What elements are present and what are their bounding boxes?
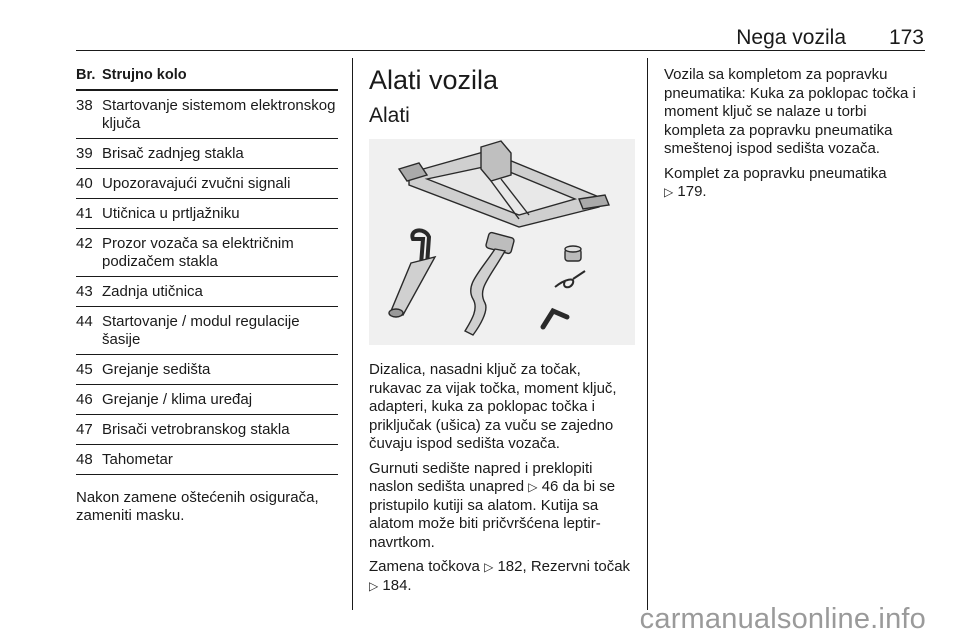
adapter-image [565,246,581,261]
arrow-ref-icon: ▷ [528,480,538,494]
row-text: Startovanje / modul regulacije šasije [102,313,300,348]
tools-illustration [369,139,635,345]
row-divider [76,384,338,385]
table-row [76,421,338,439]
row-text: Grejanje / klima uređaj [102,391,253,408]
page-ref-link[interactable]: 179. [677,183,707,200]
page-ref-link[interactable]: 184. [382,576,412,594]
repair-kit-reference [664,165,926,202]
tools-description: Dizalica, nasadni ključ za točak, rukavac za vijak točka, moment ključ, adapteri, kuka za poklopac točka i priključak (ušica) za vuču se zajedno čuvaju ispod sedišta vozača. [369,361,617,452]
arrow-ref-icon: ▷ [484,560,494,574]
row-text: Startovanje sistemom elektronskog ključa [102,97,336,132]
row-divider [76,228,338,229]
row-number: 42 [76,235,93,252]
table-row [76,313,338,349]
row-number: 41 [76,205,93,222]
table-row [76,451,338,469]
seat-instructions-text-a: Gurnuti sedište napred i preklopiti naslon sedišta unapred [369,459,593,495]
table-row [76,175,338,193]
repair-kit-description: Vozila sa kompletom za popravku pneumatika: Kuka za poklopac točka i moment ključ se nalaze u torbi kompleta za popravku pneumatika smeštenoj ispod sedišta vozača. [664,66,916,157]
header-circuit: Strujno kolo [102,67,187,83]
row-text: Utičnica u prtljažniku [102,205,240,222]
row-text: Brisači vetrobranskog stakla [102,421,290,438]
page-number: 173 [888,26,924,49]
row-divider [76,474,338,475]
table-header-rule [76,89,338,91]
page-ref-link[interactable]: 46 [541,478,559,495]
page-ref-link[interactable]: 182, Rezervni točak [497,558,631,575]
repair-kit-text: Komplet za popravku pneumatika [664,164,887,182]
column-2 [369,64,635,601]
row-divider [76,414,338,415]
row-text: Grejanje sedišta [102,361,211,378]
table-row [76,145,338,163]
page-header [76,26,924,56]
column-3 [664,66,926,208]
wheel-change-text: Zamena točkova [369,558,480,575]
row-text: Brisač zadnjeg stakla [102,145,244,162]
arrow-ref-icon: ▷ [369,578,379,593]
row-number: 38 [76,97,93,114]
wheel-wrench-image [465,232,515,335]
tools-drawing [369,139,635,345]
table-row [76,97,338,133]
section-heading: Alati vozila [369,65,499,95]
section-title: Nega vozila [736,26,846,49]
row-divider [76,168,338,169]
arrow-ref-icon: ▷ [664,185,674,199]
row-divider [76,198,338,199]
hook-image [555,271,585,287]
row-text: Prozor vozača sa električnim podizačem stakla [102,235,294,270]
row-number: 44 [76,313,93,330]
wheel-references [369,558,635,595]
row-number: 40 [76,175,93,192]
row-divider [76,306,338,307]
row-number: 45 [76,361,93,378]
row-number: 47 [76,421,93,438]
header-number: Br. [76,67,96,83]
car-jack-image [399,141,609,227]
fuse-table-header [76,66,338,88]
subsection-heading: Alati [369,104,410,127]
table-row [76,361,338,379]
watermark: carmanualsonline.info [639,603,926,635]
table-row [76,391,338,409]
fuse-note: Nakon zamene oštećenih osigurača, zameniti masku. [76,489,319,524]
seat-instructions-text-b: da bi se pristupilo kutiji sa alatom. Kutija sa alatom može biti pričvršćena leptir-navrtkom. [369,478,616,551]
row-number: 48 [76,451,93,468]
row-text: Zadnja utičnica [102,283,203,300]
table-row [76,283,338,301]
table-row [76,235,338,271]
crank-handle-image [389,230,435,317]
row-text: Upozoravajući zvučni signali [102,175,291,192]
row-divider [76,354,338,355]
row-text: Tahometar [102,451,173,468]
row-number: 43 [76,283,93,300]
seat-instructions [369,460,635,553]
table-row [76,205,338,223]
column-1 [76,66,338,525]
hex-key-image [543,311,567,327]
row-number: 46 [76,391,93,408]
row-divider [76,444,338,445]
column-divider-2 [647,58,648,610]
row-number: 39 [76,145,93,162]
column-divider-1 [352,58,353,610]
header-rule [76,50,925,51]
row-divider [76,138,338,139]
row-divider [76,276,338,277]
